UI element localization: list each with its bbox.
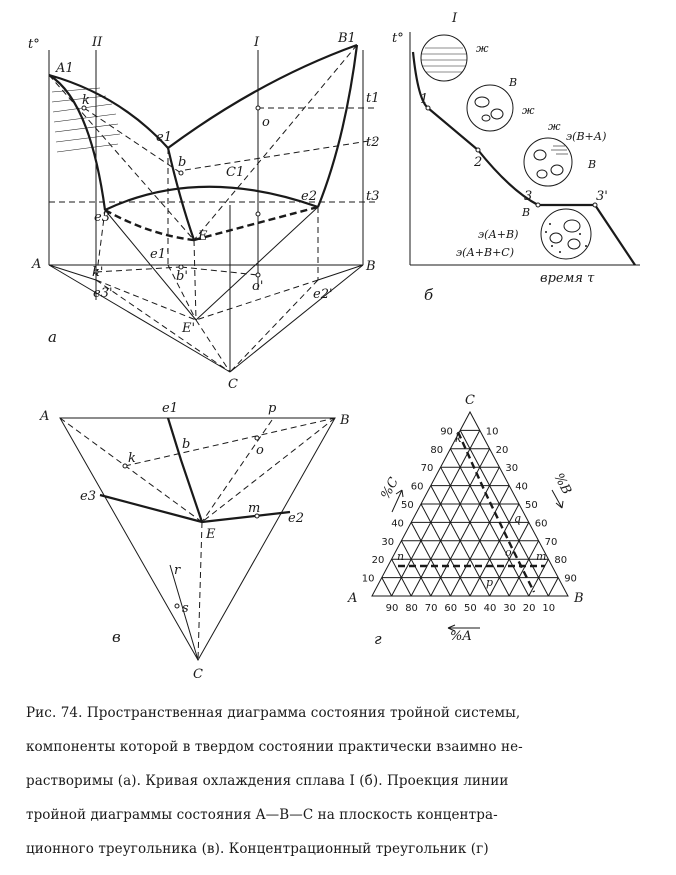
label-zh-1: ж — [476, 42, 489, 55]
proj-E-C — [198, 522, 202, 660]
caption-line-2: компоненты которой в твердом состоянии практически взаимно не- — [26, 739, 523, 755]
left-scale-label-40: 40 — [391, 518, 404, 530]
label-e-AB: э(А+В) — [478, 228, 519, 241]
label-e3: e3 — [94, 210, 110, 225]
panel-g-concentration-triangle — [347, 393, 584, 648]
label-point-2: 2 — [474, 155, 483, 170]
tri-dashed-path — [458, 432, 534, 592]
panel-a-spatial-diagram — [28, 31, 380, 392]
label-k: k — [82, 93, 90, 108]
proj-k-p — [125, 418, 335, 466]
microstructure-liquid — [421, 35, 489, 81]
label-I: I — [254, 35, 260, 50]
proj-label-s: s — [182, 601, 189, 616]
label-point-3: 3 — [524, 189, 533, 204]
bottom-scale-label-60: 60 — [444, 603, 458, 614]
tri-label-m: m — [536, 550, 547, 563]
label-t-cooling: t° — [392, 31, 404, 46]
label-e1: e1 — [156, 130, 172, 145]
proj-label-e3: e3 — [80, 489, 96, 504]
right-scale-label-40: 40 — [515, 481, 528, 493]
caption-line-4: тройной диаграммы состояния A—B—C на плоскость концентра- — [26, 807, 498, 823]
left-scale-label-30: 30 — [381, 536, 395, 548]
bottom-scale-label-70: 70 — [424, 603, 438, 614]
label-roman-I: I — [452, 11, 458, 26]
label-e1p: e1' — [150, 247, 170, 262]
dash-kp-bp — [96, 267, 181, 272]
proj-p-E — [202, 420, 272, 522]
left-scale-label-90: 90 — [440, 426, 453, 438]
line-A-e3p — [49, 265, 96, 280]
right-scale-B — [486, 426, 577, 584]
tri-label-o: o — [505, 546, 512, 559]
point-o-lower — [256, 212, 260, 216]
microstructure-eutectic-BA — [524, 120, 606, 186]
liquidus-B1-e1 — [168, 45, 357, 148]
label-e2: e2 — [301, 189, 317, 204]
left-scale-label-70: 70 — [420, 463, 434, 475]
grid-line-ac-5 — [470, 504, 522, 596]
left-scale-label-60: 60 — [410, 481, 424, 493]
point-2 — [476, 148, 480, 152]
liquidus-B1-e2 — [318, 45, 357, 207]
proj-label-B: B — [340, 413, 350, 428]
liquidus-A1-e1 — [49, 75, 168, 148]
proj-label-C: C — [193, 667, 203, 682]
label-t3: t3 — [366, 189, 380, 204]
left-scale-label-10: 10 — [361, 573, 375, 585]
microstructure-liquid-B — [467, 76, 535, 131]
label-C: C — [228, 377, 238, 392]
line-B-e2p — [318, 265, 363, 280]
right-scale-label-30: 30 — [505, 463, 519, 475]
proj-label-m: m — [248, 501, 261, 516]
right-scale-label-20: 20 — [495, 444, 509, 456]
bottom-scale-label-20: 20 — [522, 603, 536, 614]
label-bp: b' — [176, 269, 188, 284]
label-zh-2: ж — [522, 104, 535, 117]
proj-label-E: E — [206, 527, 216, 542]
panel-a-letter: а — [48, 328, 57, 346]
panel-g-letter: г — [374, 630, 382, 648]
left-scale-label-50: 50 — [401, 500, 414, 511]
label-e-ABC: э(А+В+С) — [456, 246, 515, 259]
proj-label-b: b — [182, 437, 191, 452]
curve-e3-C1-e2 — [105, 187, 318, 210]
proj-label-A: A — [40, 409, 50, 424]
dash-Ep-C — [196, 320, 230, 372]
label-time: время τ — [540, 271, 595, 286]
dash-A1-E — [49, 75, 194, 240]
tri-label-B: B — [574, 591, 584, 606]
isotherm-t2 — [185, 140, 375, 170]
tri-label-p: p — [486, 576, 494, 589]
label-B-3: В — [588, 158, 597, 171]
right-scale-label-90: 90 — [564, 573, 577, 585]
point-3 — [536, 203, 540, 207]
caption-line-1: Рис. 74. Пространственная диаграмма состояния тройной системы, — [26, 705, 521, 721]
liquidus-A1-e3 — [49, 75, 105, 210]
label-B1: B1 — [338, 31, 356, 46]
label-zh-3: ж — [548, 120, 561, 133]
proj-e3-E — [100, 495, 202, 522]
grid-line-ac-9 — [548, 578, 558, 596]
point-o — [256, 106, 260, 110]
tri-label-pct-C: %C — [378, 475, 403, 502]
right-scale-label-50: 50 — [525, 500, 538, 511]
proj-label-o: o — [256, 443, 264, 458]
grid-line-bc-1 — [382, 578, 392, 596]
label-o: o — [262, 115, 270, 130]
bottom-scale-label-40: 40 — [483, 603, 497, 614]
concentration-grid — [382, 430, 558, 596]
dash-E-Ep — [194, 240, 196, 320]
label-e2p: e2' — [313, 287, 333, 302]
label-B: B — [366, 259, 376, 274]
bottom-scale-label-80: 80 — [405, 603, 418, 614]
left-scale-label-20: 20 — [371, 555, 385, 567]
proj-B-E — [202, 418, 335, 522]
bottom-scale-A — [386, 603, 556, 614]
label-b: b — [178, 155, 187, 170]
tri-label-pct-A: %A — [450, 629, 472, 644]
panel-b-cooling-curve — [392, 11, 640, 304]
label-kp: k' — [92, 265, 104, 280]
base-B-C — [230, 265, 363, 372]
dash-e2p-C — [230, 280, 318, 372]
point-op — [256, 273, 260, 277]
caption-line-5: ционного треугольника (в). Концентрационный треугольник (г) — [26, 841, 489, 857]
right-scale-label-80: 80 — [554, 555, 568, 567]
label-point-3p: 3' — [596, 189, 608, 204]
left-scale-label-80: 80 — [430, 444, 444, 456]
right-scale-label-10: 10 — [485, 426, 499, 438]
proj-e1-E — [168, 418, 202, 522]
panel-b-letter: б — [424, 286, 434, 304]
label-II: II — [92, 35, 103, 50]
grid-line-bc-5 — [421, 504, 470, 596]
projection-triangle — [60, 418, 335, 660]
microstructure-eutectic-ABC — [456, 206, 591, 259]
bottom-scale-label-90: 90 — [385, 603, 399, 614]
proj-label-k: k — [128, 451, 136, 466]
label-t-left: t° — [28, 37, 40, 52]
dash-B1-E — [194, 45, 357, 240]
label-point-1: 1 — [420, 92, 429, 107]
label-Ep: E' — [182, 321, 196, 336]
right-scale-label-70: 70 — [544, 536, 558, 548]
curve-e2-E — [194, 207, 318, 240]
dash-e3p-C — [96, 280, 230, 372]
tri-label-A: A — [348, 591, 358, 606]
tri-label-pct-B: %B — [550, 470, 574, 498]
panel-v-letter: в — [112, 628, 121, 646]
tri-label-C: C — [465, 393, 475, 408]
tri-label-k: k — [455, 432, 462, 445]
label-e3p: e3' — [93, 286, 113, 301]
tri-label-n: n — [397, 550, 405, 563]
bottom-scale-label-50: 50 — [464, 603, 477, 614]
caption-line-3: растворимы (а). Кривая охлаждения сплава I (б). Проекция линии — [26, 773, 509, 789]
label-E: E — [198, 229, 208, 244]
tri-label-q: q — [514, 512, 522, 525]
label-A: A — [32, 257, 42, 272]
label-e-BA: э(В+А) — [566, 130, 607, 143]
label-C1: C1 — [226, 165, 245, 180]
line-e2-E-base — [196, 207, 318, 320]
base-A-C — [49, 265, 230, 372]
proj-label-e1: e1 — [162, 401, 178, 416]
bottom-scale-label-30: 30 — [503, 603, 516, 614]
label-t2: t2 — [366, 135, 380, 150]
label-op: o' — [252, 279, 264, 294]
proj-point-k — [123, 464, 127, 468]
figure-caption — [26, 688, 656, 875]
grid-line-bc-7 — [441, 467, 510, 596]
curve-e3-E — [105, 210, 194, 240]
bottom-scale-label-10: 10 — [542, 603, 556, 614]
label-t1: t1 — [366, 91, 380, 106]
proj-label-e2: e2 — [288, 511, 304, 526]
proj-label-p: p — [268, 401, 277, 416]
proj-label-r: r — [174, 563, 181, 578]
panel-v-projection — [39, 401, 350, 682]
proj-point-s — [175, 604, 179, 608]
proj-A-E — [60, 418, 202, 522]
proj-point-o — [255, 436, 259, 440]
label-B-2: В — [509, 76, 518, 89]
right-scale-label-60: 60 — [534, 518, 548, 530]
label-B-4: В — [522, 206, 531, 219]
point-b — [179, 171, 183, 175]
label-A1: A1 — [56, 61, 74, 76]
